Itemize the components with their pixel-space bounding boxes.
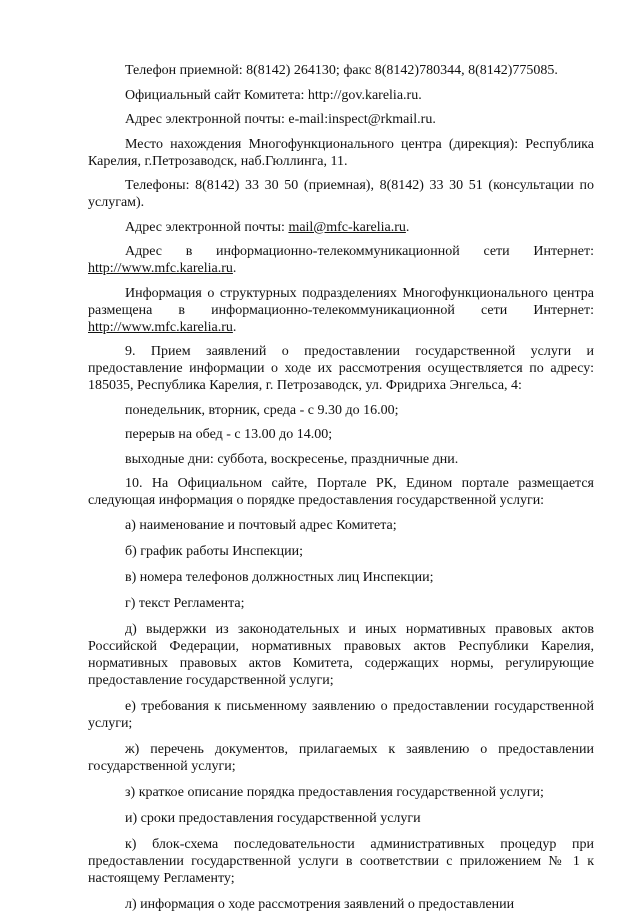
- list-item-l: л) информация о ходе рассмотрения заявлений о предоставлении: [125, 896, 515, 912]
- list-item-d: д) выдержки из законодательных и иных нормативных правовых актов Российской Федерации, нормативных правовых актов Республики Карелия, нормативных правовых актов Комитета, содержащих нормы, регулирующие предоставление государственной услуги;: [88, 621, 594, 688]
- mfc-email-label: Адрес электронной почты:: [125, 219, 289, 235]
- mfc-divisions-link[interactable]: http://www.mfc.karelia.ru: [88, 319, 233, 335]
- mfc-website-label: Адрес в информационно-телекоммуникационной сети Интернет:: [125, 244, 594, 259]
- list-item-k: к) блок-схема последовательности административных процедур при предоставлении государственной услуги в соответствии с приложением № 1 к настоящему Регламенту;: [88, 836, 594, 886]
- list-item-g: г) текст Регламента;: [125, 595, 245, 611]
- list-item-zh: ж) перечень документов, прилагаемых к заявлению о предоставлении государственной услуги;: [88, 741, 594, 774]
- mfc-website-period: .: [232, 261, 237, 276]
- list-item-a: а) наименование и почтовый адрес Комитета;: [125, 517, 397, 533]
- mfc-email-period: .: [405, 219, 410, 235]
- clause-9-paragraph: 9. Прием заявлений о предоставлении государственной услуги и предоставление информации о ходе их рассмотрения осуществляется по адресу: 185035, Республика Карелия, г. Петрозаводск, ул. Фридриха Энгельса, 4:: [88, 344, 594, 393]
- schedule-lunch: перерыв на обед - с 13.00 до 14.00;: [125, 427, 333, 442]
- committee-email-paragraph: Адрес электронной почты: e-mail:inspect@rkmail.ru.: [125, 112, 436, 127]
- mfc-phones-paragraph: Телефоны: 8(8142) 33 30 50 (приемная), 8(8142) 33 30 51 (консультации по услугам).: [88, 178, 594, 210]
- mfc-location-paragraph: Место нахождения Многофункционального центра (дирекция): Республика Карелия, г.Петрозаводск, наб.Гюллинга, 11.: [88, 136, 594, 169]
- list-item-b: б) график работы Инспекции;: [125, 543, 303, 559]
- clause-10-paragraph: 10. На Официальном сайте, Портале РК, Едином портале размещается следующая информация о порядке предоставления государственной услуги:: [88, 476, 594, 508]
- list-item-i: и) сроки предоставления государственной услуги: [125, 810, 421, 826]
- mfc-divisions-label: Информация о структурных подразделениях Многофункционального центра размещена в информационно-телекоммуникационной сети Интернет:: [88, 285, 594, 318]
- list-item-v: в) номера телефонов должностных лиц Инспекции;: [125, 569, 434, 585]
- mfc-divisions-paragraph: [88, 285, 594, 336]
- reception-phone-paragraph: Телефон приемной: 8(8142) 264130; факс 8(8142)780344, 8(8142)775085.: [125, 63, 558, 78]
- mfc-email-link[interactable]: mail@mfc-karelia.ru: [288, 219, 406, 235]
- list-item-e: е) требования к письменному заявлению о предоставлении государственной услуги;: [88, 698, 594, 731]
- list-item-z: з) краткое описание порядка предоставления государственной услуги;: [125, 784, 544, 800]
- mfc-email-paragraph: [88, 219, 594, 236]
- committee-website-paragraph: Официальный сайт Комитета: http://gov.karelia.ru.: [125, 87, 422, 103]
- schedule-days-off: выходные дни: суббота, воскресенье, праздничные дни.: [125, 451, 459, 467]
- mfc-divisions-period: .: [232, 319, 237, 335]
- schedule-weekdays: понедельник, вторник, среда - с 9.30 до 16.00;: [125, 402, 399, 418]
- document-page: [88, 62, 594, 922]
- mfc-website-paragraph: [88, 243, 594, 277]
- mfc-website-link[interactable]: http://www.mfc.karelia.ru: [88, 261, 233, 276]
